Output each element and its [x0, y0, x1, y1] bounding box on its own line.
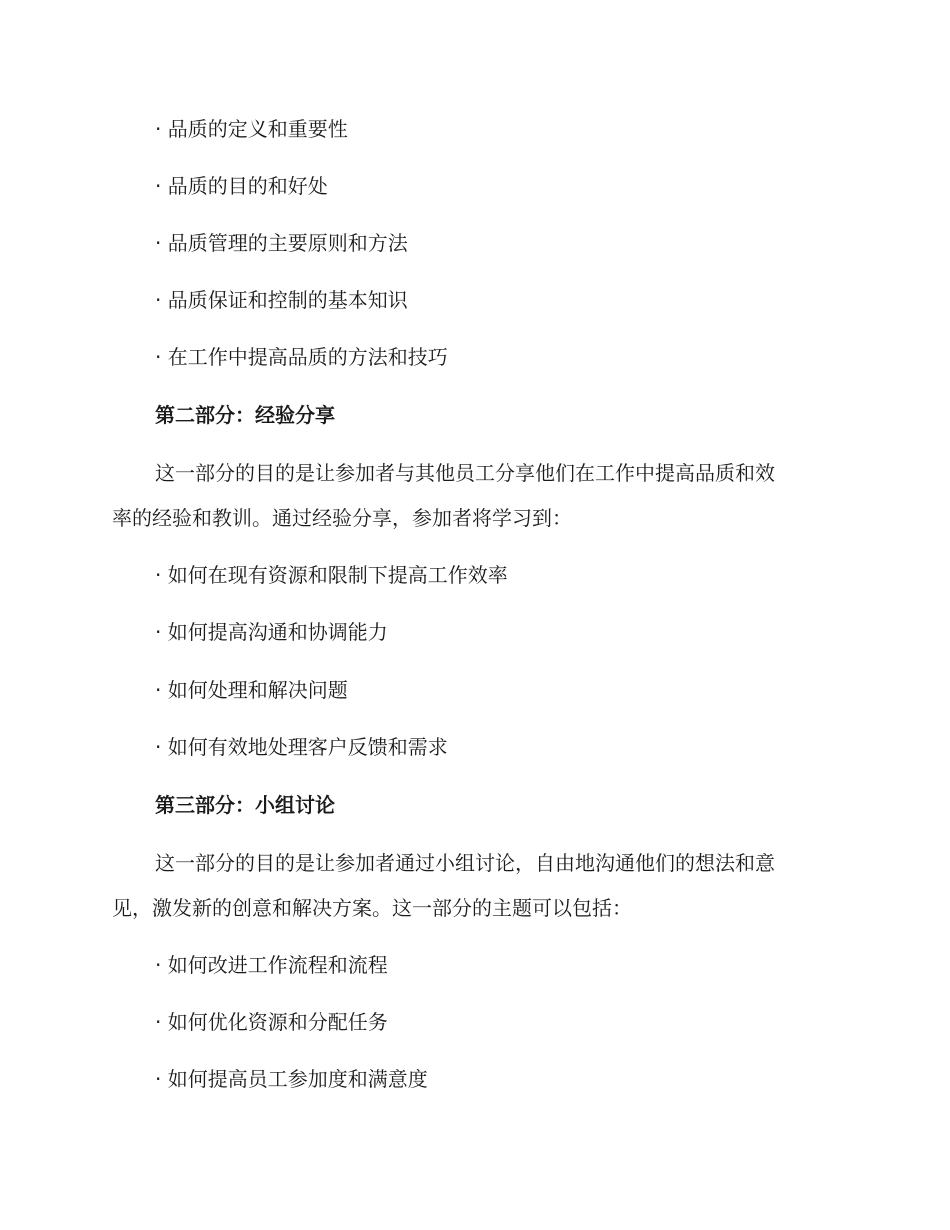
list-item: · 如何有效地处理客户反馈和需求	[155, 735, 448, 759]
list-item: · 如何提高沟通和协调能力	[155, 620, 388, 644]
list-item: · 品质管理的主要原则和方法	[155, 231, 408, 255]
list-item: · 在工作中提高品质的方法和技巧	[155, 345, 448, 369]
list-item: · 品质的定义和重要性	[155, 117, 348, 141]
section-heading-experience: 第二部分：经验分享	[155, 403, 335, 427]
section-heading-discussion: 第三部分：小组讨论	[155, 793, 335, 817]
paragraph-line: 率的经验和教训。通过经验分享，参加者将学习到：	[112, 506, 572, 530]
list-item: · 品质保证和控制的基本知识	[155, 288, 408, 312]
list-item: · 如何提高员工参加度和满意度	[155, 1067, 428, 1091]
list-item: · 如何在现有资源和限制下提高工作效率	[155, 563, 508, 587]
paragraph-line: 这一部分的目的是让参加者与其他员工分享他们在工作中提高品质和效	[155, 461, 775, 485]
paragraph-line: 这一部分的目的是让参加者通过小组讨论，自由地沟通他们的想法和意	[155, 851, 775, 875]
paragraph-line: 见，激发新的创意和解决方案。这一部分的主题可以包括：	[112, 896, 632, 920]
list-item: · 如何改进工作流程和流程	[155, 953, 388, 977]
list-item: · 如何处理和解决问题	[155, 678, 348, 702]
list-item: · 如何优化资源和分配任务	[155, 1010, 388, 1034]
list-item: · 品质的目的和好处	[155, 174, 328, 198]
